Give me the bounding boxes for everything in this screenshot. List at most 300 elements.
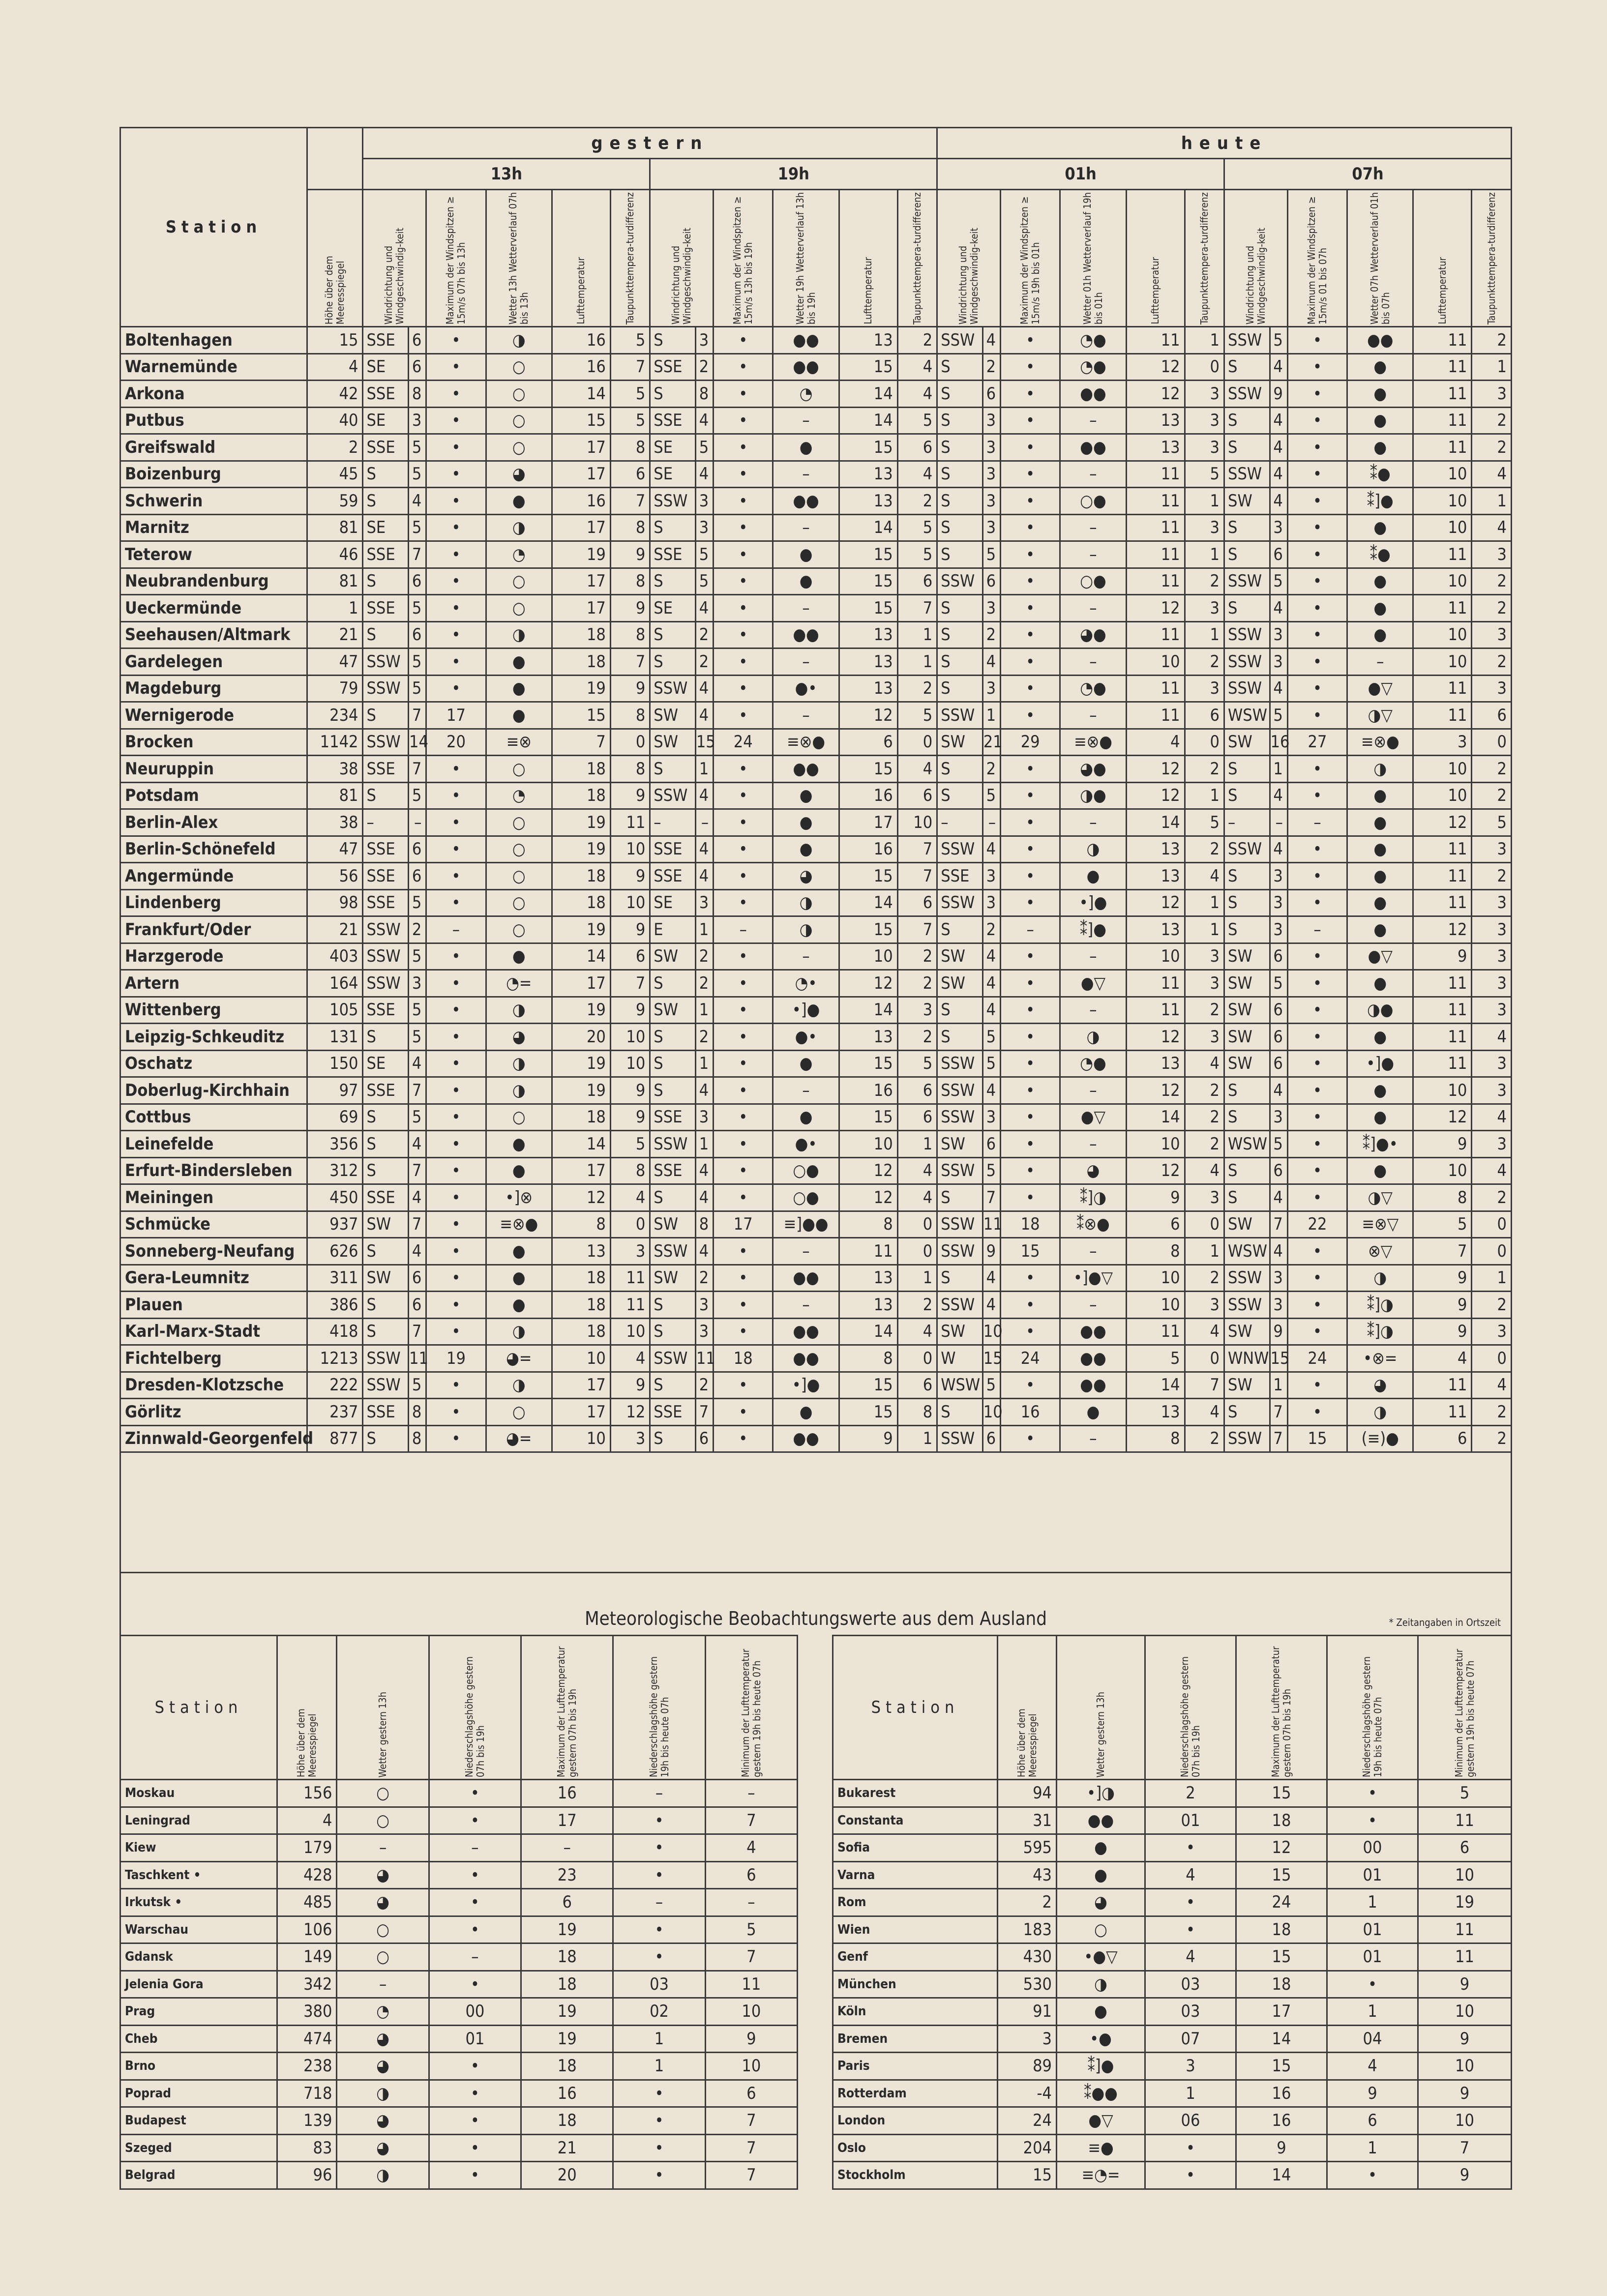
max-gust: • xyxy=(1001,836,1060,863)
dewpoint-difference: 5 xyxy=(897,1050,937,1077)
abroad-row xyxy=(833,2134,1512,2162)
dewpoint-difference: 3 xyxy=(1472,541,1512,568)
dewpoint-difference: 6 xyxy=(1185,702,1224,729)
dewpoint-difference: 9 xyxy=(610,675,650,702)
station-height: 626 xyxy=(307,1238,363,1265)
abroad-station: Rom xyxy=(833,1889,998,1916)
min-temperature: 19 xyxy=(1418,1889,1512,1916)
wind-direction: S xyxy=(363,568,409,595)
max-gust: • xyxy=(1001,1104,1060,1131)
air-temperature: 12 xyxy=(839,702,897,729)
station-height: 485 xyxy=(277,1889,337,1916)
weather-symbol: ● xyxy=(486,1265,552,1292)
wind-direction: SSW xyxy=(1224,621,1270,648)
min-temperature: 11 xyxy=(705,1971,797,1998)
wind-direction: S xyxy=(937,514,983,541)
wind-speed: 6 xyxy=(982,381,1000,408)
max-temperature: 14 xyxy=(1236,2025,1327,2053)
dewpoint-difference: 9 xyxy=(610,782,650,809)
air-temperature: 12 xyxy=(839,970,897,997)
weather-symbol: ● xyxy=(1060,1399,1126,1426)
air-temperature: 15 xyxy=(839,756,897,783)
station-height: 56 xyxy=(307,863,363,890)
precipitation-night: 01 xyxy=(1327,1943,1418,1971)
abroad-header-label: Niederschlagshöhe gestern 07h bis 19h xyxy=(1179,1656,1202,1777)
weather-symbol: ○ xyxy=(486,863,552,890)
max-temperature: 15 xyxy=(1236,1943,1327,1971)
wind-speed: 3 xyxy=(1270,1265,1287,1292)
weather-symbol: ●● xyxy=(773,1345,839,1372)
wind-speed: 6 xyxy=(982,1425,1000,1452)
wind-direction: S xyxy=(937,997,983,1024)
abroad-header-2 xyxy=(429,1636,521,1780)
wind-direction: S xyxy=(650,381,696,408)
weather-symbol: ●▽ xyxy=(1060,1104,1126,1131)
wind-speed: 14 xyxy=(409,729,426,756)
station-height: 131 xyxy=(307,1024,363,1051)
max-gust: • xyxy=(714,1050,773,1077)
abroad-station-header: Station xyxy=(833,1636,998,1780)
wind-speed: 6 xyxy=(695,1425,713,1452)
abroad-row xyxy=(833,2107,1512,2135)
table-row xyxy=(120,514,1512,541)
max-gust: • xyxy=(1287,1050,1347,1077)
wind-speed: 6 xyxy=(1270,1050,1287,1077)
wind-direction: S xyxy=(937,541,983,568)
wind-direction: S xyxy=(363,702,409,729)
air-temperature: 12 xyxy=(1413,809,1472,836)
dewpoint-difference: 4 xyxy=(897,353,937,381)
weather-symbol: ● xyxy=(486,1157,552,1184)
max-gust: • xyxy=(1287,1399,1347,1426)
precipitation-night: • xyxy=(1327,1780,1418,1807)
wind-direction: – xyxy=(937,809,983,836)
weather-symbol: ⊗▽ xyxy=(1347,1238,1413,1265)
wind-direction: S xyxy=(1224,1077,1270,1104)
air-temperature: 10 xyxy=(1413,1157,1472,1184)
table-row xyxy=(120,1345,1512,1372)
air-temperature: 20 xyxy=(552,1024,610,1051)
max-gust: • xyxy=(1001,381,1060,408)
max-gust: • xyxy=(426,1024,486,1051)
wind-direction: S xyxy=(363,488,409,515)
station-height: 83 xyxy=(277,2134,337,2162)
dewpoint-difference: 3 xyxy=(610,1238,650,1265)
air-temperature: 17 xyxy=(552,1372,610,1399)
table-row xyxy=(120,541,1512,568)
wind-direction: SSW xyxy=(937,1238,983,1265)
station-name: Gera-Leumnitz xyxy=(120,1265,307,1292)
weather-symbol: ◔ xyxy=(337,1998,429,2026)
station-height: 312 xyxy=(307,1157,363,1184)
station-height: 31 xyxy=(998,1807,1057,1834)
dewpoint-difference: 1 xyxy=(1185,1238,1224,1265)
wind-speed: 7 xyxy=(409,1157,426,1184)
dewpoint-difference: 3 xyxy=(1472,943,1512,970)
weather-symbol: ◑ xyxy=(1347,756,1413,783)
abroad-row xyxy=(120,1834,798,1862)
air-temperature: 13 xyxy=(1126,836,1185,863)
wind-speed: 5 xyxy=(409,1372,426,1399)
wind-speed: 2 xyxy=(982,621,1000,648)
air-temperature: 7 xyxy=(552,729,610,756)
wind-speed: 6 xyxy=(1270,997,1287,1024)
dewpoint-difference: 1 xyxy=(897,621,937,648)
dewpoint-difference: 7 xyxy=(897,595,937,622)
weather-symbol: ◑ xyxy=(1057,1971,1145,1998)
precipitation-day: • xyxy=(429,1916,521,1943)
station-height: 4 xyxy=(277,1807,337,1834)
air-temperature: 17 xyxy=(552,1399,610,1426)
abroad-row xyxy=(833,1943,1512,1971)
weather-symbol: ◔• xyxy=(773,970,839,997)
table-row xyxy=(120,1184,1512,1211)
air-temperature: 11 xyxy=(1413,327,1472,354)
wind-direction: SSW xyxy=(1224,327,1270,354)
wind-speed: 5 xyxy=(1270,970,1287,997)
dewpoint-difference: 5 xyxy=(610,327,650,354)
wind-speed: 7 xyxy=(695,1399,713,1426)
wind-direction: SSW xyxy=(650,488,696,515)
station-height: 1142 xyxy=(307,729,363,756)
air-temperature: 11 xyxy=(1126,702,1185,729)
table-row xyxy=(120,970,1512,997)
wind-speed: 6 xyxy=(409,327,426,354)
wind-direction: SSW xyxy=(937,836,983,863)
dewpoint-difference: 7 xyxy=(897,863,937,890)
max-gust: • xyxy=(1287,514,1347,541)
wind-direction: – xyxy=(1224,809,1270,836)
max-temperature: 17 xyxy=(1236,1998,1327,2026)
table-row xyxy=(120,1050,1512,1077)
air-temperature: 11 xyxy=(1126,621,1185,648)
max-gust: 17 xyxy=(426,702,486,729)
weather-symbol: ⁑]◑ xyxy=(1347,1292,1413,1319)
abroad-row xyxy=(120,1998,798,2026)
wind-direction: SE xyxy=(650,461,696,488)
max-gust: • xyxy=(426,541,486,568)
wind-direction: SSW xyxy=(650,1345,696,1372)
dewpoint-difference: 9 xyxy=(610,1104,650,1131)
precipitation-day: 07 xyxy=(1145,2025,1236,2053)
weather-symbol: ○ xyxy=(486,836,552,863)
wind-direction: S xyxy=(650,1318,696,1345)
dewpoint-difference: 1 xyxy=(897,1425,937,1452)
abroad-title: Meteorologische Beobachtungswerte aus dem Ausland xyxy=(585,1608,1047,1629)
dewpoint-difference: 8 xyxy=(610,434,650,461)
station-height: 237 xyxy=(307,1399,363,1426)
max-gust: • xyxy=(426,756,486,783)
max-gust: • xyxy=(426,327,486,354)
dewpoint-difference: 2 xyxy=(1472,568,1512,595)
precipitation-day: • xyxy=(1145,2162,1236,2189)
dewpoint-difference: 4 xyxy=(897,1157,937,1184)
wind-direction: SSW xyxy=(937,1211,983,1238)
dewpoint-difference: 2 xyxy=(1472,648,1512,676)
precipitation-night: • xyxy=(613,1916,705,1943)
min-temperature: 9 xyxy=(1418,1971,1512,1998)
precipitation-night: 00 xyxy=(1327,1834,1418,1862)
air-temperature: 19 xyxy=(552,836,610,863)
wind-direction: S xyxy=(363,1425,409,1452)
air-temperature: 11 xyxy=(1413,1024,1472,1051)
dewpoint-difference: 11 xyxy=(610,1265,650,1292)
subheader-01h-2 xyxy=(1060,190,1126,327)
wind-direction: SE xyxy=(363,514,409,541)
station-height: 718 xyxy=(277,2080,337,2107)
air-temperature: 10 xyxy=(1126,648,1185,676)
wind-direction: SSW xyxy=(363,916,409,943)
precipitation-day: • xyxy=(429,2107,521,2135)
station-name: Seehausen/Altmark xyxy=(120,621,307,648)
max-temperature: 19 xyxy=(521,1916,613,1943)
station-height: 81 xyxy=(307,514,363,541)
dewpoint-difference: 2 xyxy=(1185,568,1224,595)
weather-symbol: ◔ xyxy=(486,782,552,809)
station-height: 81 xyxy=(307,782,363,809)
weather-symbol: – xyxy=(1060,1077,1126,1104)
dewpoint-difference: 2 xyxy=(1472,407,1512,434)
height-header xyxy=(307,190,363,327)
station-name: Warnemünde xyxy=(120,353,307,381)
table-row xyxy=(120,729,1512,756)
dewpoint-difference: 3 xyxy=(1185,1292,1224,1319)
precipitation-night: • xyxy=(613,1861,705,1889)
wind-direction: S xyxy=(937,1399,983,1426)
dewpoint-difference: 4 xyxy=(1185,1050,1224,1077)
max-gust: • xyxy=(426,488,486,515)
station-height: 96 xyxy=(277,2162,337,2189)
max-gust: • xyxy=(1287,889,1347,916)
wind-direction: S xyxy=(650,514,696,541)
abroad-header-label: Niederschlagshöhe gestern 07h bis 19h xyxy=(463,1656,486,1777)
air-temperature: 16 xyxy=(552,353,610,381)
subheader-07h-4 xyxy=(1472,190,1512,327)
wind-speed: 1 xyxy=(695,916,713,943)
subheader-label: Maximum der Windspitzen ≥ 15m/s 01 bis 07h xyxy=(1305,196,1329,324)
wind-speed: 5 xyxy=(409,461,426,488)
air-temperature: 10 xyxy=(1413,621,1472,648)
wind-speed: 5 xyxy=(982,1157,1000,1184)
air-temperature: 13 xyxy=(552,1238,610,1265)
dewpoint-difference: 0 xyxy=(1472,1345,1512,1372)
weather-symbol: ●● xyxy=(773,327,839,354)
wind-speed: 4 xyxy=(695,1157,713,1184)
abroad-header-0 xyxy=(998,1636,1057,1780)
min-temperature: 4 xyxy=(705,1834,797,1862)
max-gust: 22 xyxy=(1287,1211,1347,1238)
wind-speed: 5 xyxy=(409,514,426,541)
dewpoint-difference: 2 xyxy=(1472,1399,1512,1426)
weather-symbol: ●● xyxy=(773,756,839,783)
wind-speed: 5 xyxy=(409,675,426,702)
weather-symbol: ● xyxy=(1347,970,1413,997)
weather-symbol: ● xyxy=(773,1104,839,1131)
station-name: Dresden-Klotzsche xyxy=(120,1372,307,1399)
air-temperature: 3 xyxy=(1413,729,1472,756)
wind-speed: 11 xyxy=(982,1211,1000,1238)
dewpoint-difference: 10 xyxy=(610,1024,650,1051)
max-gust: • xyxy=(1287,836,1347,863)
station-height: -4 xyxy=(998,2080,1057,2107)
max-gust: • xyxy=(426,1318,486,1345)
wind-direction: SSE xyxy=(650,863,696,890)
wind-direction: SE xyxy=(363,353,409,381)
max-gust: • xyxy=(426,970,486,997)
abroad-row xyxy=(833,1780,1512,1807)
max-gust: • xyxy=(714,1024,773,1051)
max-gust: • xyxy=(426,1131,486,1158)
air-temperature: 15 xyxy=(839,916,897,943)
air-temperature: 9 xyxy=(1413,1131,1472,1158)
wind-direction: SSW xyxy=(937,1077,983,1104)
wind-direction: SW xyxy=(937,970,983,997)
wind-speed: 3 xyxy=(695,889,713,916)
max-gust: • xyxy=(1001,1131,1060,1158)
dewpoint-difference: 2 xyxy=(1472,595,1512,622)
station-name: Fichtelberg xyxy=(120,1345,307,1372)
max-gust: • xyxy=(714,970,773,997)
wind-direction: SSW xyxy=(937,1104,983,1131)
max-temperature: – xyxy=(521,1834,613,1862)
weather-symbol: ● xyxy=(1060,863,1126,890)
max-gust: • xyxy=(1001,327,1060,354)
precipitation-night: – xyxy=(613,1889,705,1916)
wind-speed: 15 xyxy=(982,1345,1000,1372)
subheader-19h-4 xyxy=(897,190,937,327)
weather-symbol: (≡)● xyxy=(1347,1425,1413,1452)
weather-symbol: – xyxy=(1060,595,1126,622)
wind-speed: 3 xyxy=(1270,1292,1287,1319)
wind-direction: SSE xyxy=(363,1077,409,1104)
abroad-row xyxy=(833,1861,1512,1889)
max-temperature: 16 xyxy=(521,1780,613,1807)
wind-speed: 3 xyxy=(982,434,1000,461)
station-name: Magdeburg xyxy=(120,675,307,702)
max-gust: • xyxy=(426,1238,486,1265)
air-temperature: 17 xyxy=(552,1157,610,1184)
max-gust: • xyxy=(426,1399,486,1426)
station-height: 47 xyxy=(307,648,363,676)
precipitation-night: 01 xyxy=(1327,1861,1418,1889)
precipitation-day: • xyxy=(1145,1834,1236,1862)
air-temperature: 15 xyxy=(839,541,897,568)
max-gust: • xyxy=(714,1104,773,1131)
air-temperature: 14 xyxy=(839,1318,897,1345)
weather-symbol: ≡◔= xyxy=(1057,2162,1145,2189)
max-gust: • xyxy=(714,568,773,595)
air-temperature: 13 xyxy=(1126,434,1185,461)
weather-symbol: ◑ xyxy=(486,1372,552,1399)
wind-direction: SSW xyxy=(937,702,983,729)
weather-symbol: ○ xyxy=(486,809,552,836)
max-gust: • xyxy=(1287,943,1347,970)
precipitation-night: – xyxy=(613,1780,705,1807)
air-temperature: 12 xyxy=(1126,353,1185,381)
max-gust: • xyxy=(714,434,773,461)
station-height: 91 xyxy=(998,1998,1057,2026)
max-gust: • xyxy=(714,648,773,676)
max-gust: • xyxy=(1001,1372,1060,1399)
table-row xyxy=(120,1292,1512,1319)
weather-symbol: ● xyxy=(1347,514,1413,541)
wind-direction: W xyxy=(937,1345,983,1372)
precipitation-night: • xyxy=(1327,1971,1418,1998)
dewpoint-difference: 4 xyxy=(1185,1318,1224,1345)
wind-speed: 7 xyxy=(1270,1399,1287,1426)
weather-symbol: – xyxy=(773,648,839,676)
dewpoint-difference: 5 xyxy=(1472,809,1512,836)
max-gust: • xyxy=(714,863,773,890)
air-temperature: 14 xyxy=(1126,1104,1185,1131)
dewpoint-difference: 9 xyxy=(610,595,650,622)
wind-direction: S xyxy=(650,1050,696,1077)
wind-direction: SSE xyxy=(937,863,983,890)
weather-symbol: ● xyxy=(1347,889,1413,916)
dewpoint-difference: 5 xyxy=(610,407,650,434)
wind-direction: SW xyxy=(1224,729,1270,756)
air-temperature: 10 xyxy=(1413,461,1472,488)
abroad-station: Sofia xyxy=(833,1834,998,1862)
weather-symbol: •⊗= xyxy=(1347,1345,1413,1372)
dewpoint-difference: 4 xyxy=(1472,1372,1512,1399)
abroad-header-0 xyxy=(277,1636,337,1780)
dewpoint-difference: 8 xyxy=(610,756,650,783)
station-header: Station xyxy=(120,128,307,327)
air-temperature: 10 xyxy=(1413,1077,1472,1104)
wind-direction: WSW xyxy=(1224,702,1270,729)
wind-direction: SSW xyxy=(937,327,983,354)
wind-speed: 5 xyxy=(1270,327,1287,354)
air-temperature: 4 xyxy=(1413,1345,1472,1372)
wind-speed: 6 xyxy=(409,1292,426,1319)
station-height: 164 xyxy=(307,970,363,997)
weather-symbol: ◔● xyxy=(1060,353,1126,381)
wind-speed: 2 xyxy=(409,916,426,943)
air-temperature: 18 xyxy=(552,648,610,676)
weather-symbol: ●● xyxy=(773,1265,839,1292)
air-temperature: 14 xyxy=(839,407,897,434)
dewpoint-difference: 5 xyxy=(610,381,650,408)
wind-direction: SW xyxy=(1224,1211,1270,1238)
wind-direction: S xyxy=(937,595,983,622)
weather-symbol: – xyxy=(1060,943,1126,970)
station-height: 222 xyxy=(307,1372,363,1399)
station-height: 42 xyxy=(307,381,363,408)
air-temperature: 13 xyxy=(839,1292,897,1319)
wind-speed: 4 xyxy=(982,1077,1000,1104)
max-gust: • xyxy=(1001,1265,1060,1292)
weather-symbol: ● xyxy=(1347,916,1413,943)
weather-symbol: ⁑●● xyxy=(1057,2080,1145,2107)
abroad-station: Leningrad xyxy=(120,1807,277,1834)
wind-direction: WSW xyxy=(937,1372,983,1399)
wind-speed: 6 xyxy=(982,1131,1000,1158)
wind-speed: 6 xyxy=(1270,1024,1287,1051)
subheader-07h-0 xyxy=(1224,190,1288,327)
wind-speed: 3 xyxy=(982,407,1000,434)
station-name: Görlitz xyxy=(120,1399,307,1426)
max-gust: • xyxy=(1001,863,1060,890)
dewpoint-difference: 11 xyxy=(610,809,650,836)
abroad-header-5 xyxy=(1418,1636,1512,1780)
air-temperature: 11 xyxy=(1413,434,1472,461)
max-temperature: 24 xyxy=(1236,1889,1327,1916)
station-height: 530 xyxy=(998,1971,1057,1998)
max-gust: • xyxy=(714,1292,773,1319)
weather-symbol: ● xyxy=(773,1050,839,1077)
subheader-13h-2 xyxy=(486,190,552,327)
